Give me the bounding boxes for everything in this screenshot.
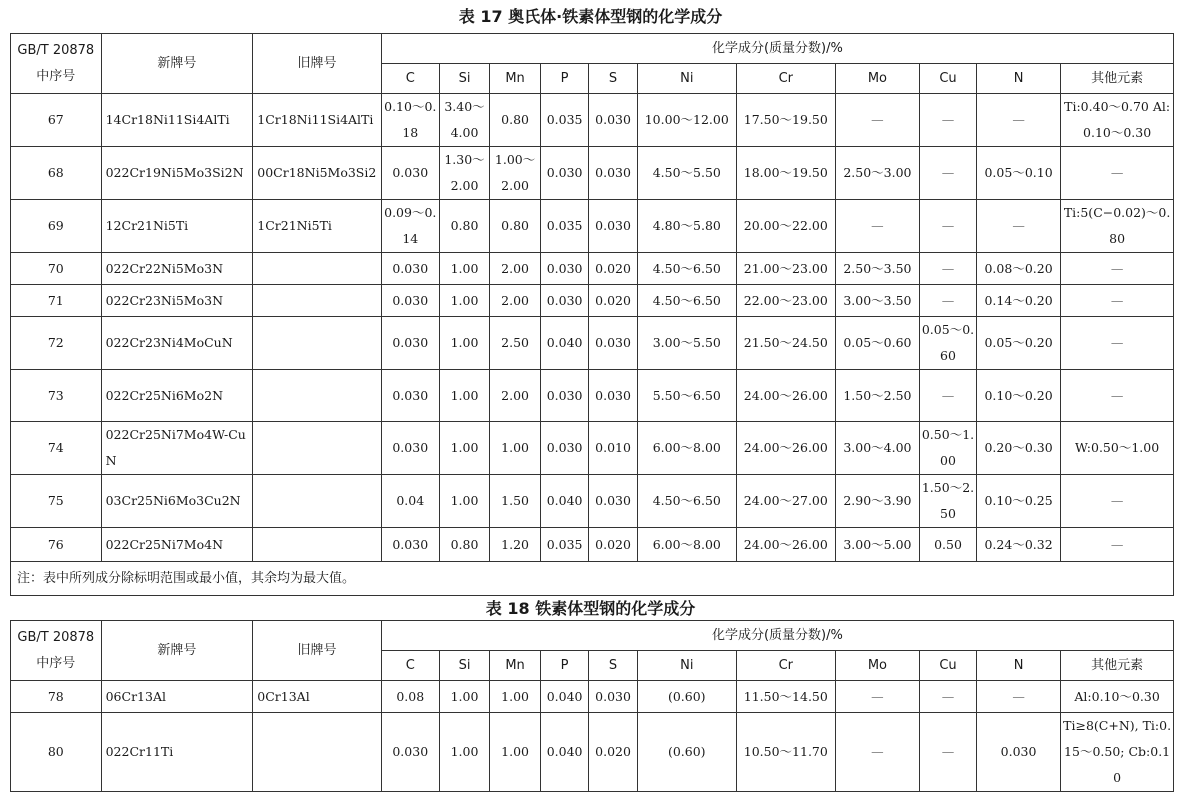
table-cell: 0.05～0.20 <box>976 317 1060 370</box>
table-row <box>11 253 1174 285</box>
table-cell: 73 <box>11 370 102 422</box>
table-cell: 12Cr21Ni5Ti <box>101 200 253 253</box>
table-cell: 24.00～26.00 <box>736 422 835 475</box>
header-element: N <box>976 64 1060 94</box>
table-cell: 0.030 <box>381 285 439 317</box>
table-cell: 4.50～5.50 <box>637 147 736 200</box>
table-cell: 67 <box>11 94 102 147</box>
table-cell: 0.040 <box>540 681 588 713</box>
table-cell: Ti≥8(C+N), Ti:0.15～0.50; Cb:0.10 <box>1061 713 1174 792</box>
table-18 <box>10 620 1174 792</box>
table-row <box>11 285 1174 317</box>
table-cell: 78 <box>11 681 102 713</box>
table-cell: — <box>920 94 977 147</box>
header-element: P <box>540 651 588 681</box>
header-element: Cu <box>920 64 977 94</box>
table-cell: — <box>976 200 1060 253</box>
table-cell: — <box>1061 475 1174 528</box>
table-cell: 0.040 <box>540 317 588 370</box>
table-cell: 0.50 <box>920 528 977 562</box>
table-row <box>11 475 1174 528</box>
table-cell: 14Cr18Ni11Si4AlTi <box>101 94 253 147</box>
header-element: Si <box>439 651 490 681</box>
table-cell: 0.030 <box>540 253 588 285</box>
table-row <box>11 147 1174 200</box>
table-cell: Ti:0.40～0.70 Al:0.10～0.30 <box>1061 94 1174 147</box>
table-cell: 0.50～1.00 <box>920 422 977 475</box>
table-cell: — <box>835 200 919 253</box>
header-element: Cr <box>736 64 835 94</box>
table-cell: 0.10～0.25 <box>976 475 1060 528</box>
table-cell: 20.00～22.00 <box>736 200 835 253</box>
header-element: Ni <box>637 64 736 94</box>
table-cell: 75 <box>11 475 102 528</box>
table-cell: 4.80～5.80 <box>637 200 736 253</box>
table-cell: 2.00 <box>490 285 541 317</box>
table-cell: 0.030 <box>589 200 637 253</box>
table-cell: 0.030 <box>589 370 637 422</box>
table-cell: 3.00～3.50 <box>835 285 919 317</box>
table-cell: — <box>1061 528 1174 562</box>
table-cell: 0.040 <box>540 713 588 792</box>
table-cell: 0.020 <box>589 285 637 317</box>
header-element: N <box>976 651 1060 681</box>
table-row <box>11 370 1174 422</box>
table-cell <box>253 253 382 285</box>
table-cell: 70 <box>11 253 102 285</box>
table-cell: 03Cr25Ni6Mo3Cu2N <box>101 475 253 528</box>
table-cell: 17.50～19.50 <box>736 94 835 147</box>
table-cell: 0.24～0.32 <box>976 528 1060 562</box>
table-cell: 0.05～0.60 <box>835 317 919 370</box>
header-chem: 化学成分(质量分数)/% <box>381 34 1173 64</box>
header-element: C <box>381 64 439 94</box>
header-new-grade: 新牌号 <box>101 621 253 681</box>
table-cell <box>253 317 382 370</box>
table-cell: 022Cr23Ni5Mo3N <box>101 285 253 317</box>
table-cell: 1.00 <box>439 681 490 713</box>
table-cell: — <box>920 147 977 200</box>
table-row <box>11 681 1174 713</box>
table-cell: 1.00 <box>490 422 541 475</box>
header-element: C <box>381 651 439 681</box>
table-cell: 3.00～4.00 <box>835 422 919 475</box>
table-cell: 24.00～27.00 <box>736 475 835 528</box>
table-cell: 0.030 <box>540 422 588 475</box>
table-cell: — <box>920 285 977 317</box>
table-cell: 2.90～3.90 <box>835 475 919 528</box>
table-cell: — <box>976 681 1060 713</box>
table-cell: 00Cr18Ni5Mo3Si2 <box>253 147 382 200</box>
table-cell: 0.04 <box>381 475 439 528</box>
table-cell: 5.50～6.50 <box>637 370 736 422</box>
table-cell: 0.030 <box>381 528 439 562</box>
header-element: S <box>589 651 637 681</box>
table-row <box>11 200 1174 253</box>
table-cell <box>253 475 382 528</box>
table-cell: 0.20～0.30 <box>976 422 1060 475</box>
header-element: Cr <box>736 651 835 681</box>
table-cell: 1.00 <box>439 370 490 422</box>
table-cell: 0.040 <box>540 475 588 528</box>
table-cell: — <box>835 681 919 713</box>
table-cell: 80 <box>11 713 102 792</box>
table-cell: 0.030 <box>381 422 439 475</box>
table-cell: 0.05～0.60 <box>920 317 977 370</box>
table-cell: 022Cr25Ni6Mo2N <box>101 370 253 422</box>
table-cell: — <box>1061 147 1174 200</box>
table-cell: — <box>835 94 919 147</box>
table-cell: 2.00 <box>490 253 541 285</box>
table-row <box>11 317 1174 370</box>
table-cell: 0.030 <box>540 285 588 317</box>
table-cell: 1.00 <box>439 475 490 528</box>
table-cell: 0.035 <box>540 200 588 253</box>
table-cell: 1.50～2.50 <box>920 475 977 528</box>
table-18-body <box>11 681 1174 792</box>
table-cell: 11.50～14.50 <box>736 681 835 713</box>
table-17-title: 表 17 奥氏体·铁素体型钢的化学成分 <box>458 7 723 26</box>
table-cell: 3.00～5.50 <box>637 317 736 370</box>
table-cell: 0.035 <box>540 528 588 562</box>
table-cell: 0.035 <box>540 94 588 147</box>
table-cell: — <box>1061 285 1174 317</box>
table-cell: 24.00～26.00 <box>736 370 835 422</box>
table-cell: 022Cr19Ni5Mo3Si2N <box>101 147 253 200</box>
table-row <box>11 713 1174 792</box>
table-cell: 0.10～0.20 <box>976 370 1060 422</box>
table-cell: 68 <box>11 147 102 200</box>
table-cell: 0.030 <box>589 681 637 713</box>
table-cell: — <box>920 200 977 253</box>
table-cell: 18.00～19.50 <box>736 147 835 200</box>
table-18-title: 表 18 铁素体型钢的化学成分 <box>485 599 696 618</box>
table-cell: 0.030 <box>381 713 439 792</box>
table-cell: 0.10～0.18 <box>381 94 439 147</box>
table-cell: 1.00 <box>439 713 490 792</box>
header-element: Mn <box>490 64 541 94</box>
table-cell <box>253 528 382 562</box>
table-cell: 022Cr11Ti <box>101 713 253 792</box>
header-old-grade: 旧牌号 <box>253 621 382 681</box>
header-element: Si <box>439 64 490 94</box>
table-cell: 0.030 <box>540 370 588 422</box>
table-cell: 0.030 <box>589 475 637 528</box>
header-gb: GB/T 20878 中序号 <box>11 621 102 681</box>
table-cell: — <box>920 370 977 422</box>
table-cell: Al:0.10～0.30 <box>1061 681 1174 713</box>
table-cell: — <box>1061 317 1174 370</box>
table-cell: 0.020 <box>589 528 637 562</box>
header-element: Mn <box>490 651 541 681</box>
table-cell: 022Cr22Ni5Mo3N <box>101 253 253 285</box>
table-cell: 0.030 <box>589 94 637 147</box>
header-element: P <box>540 64 588 94</box>
table-cell <box>253 422 382 475</box>
table-cell: 0.08～0.20 <box>976 253 1060 285</box>
table-cell: 06Cr13Al <box>101 681 253 713</box>
table-cell <box>253 370 382 422</box>
table-cell: 4.50～6.50 <box>637 253 736 285</box>
header-element: Ni <box>637 651 736 681</box>
table-cell: 0.80 <box>490 200 541 253</box>
table-cell: 6.00～8.00 <box>637 528 736 562</box>
table-cell: 24.00～26.00 <box>736 528 835 562</box>
table-cell: 1.00 <box>439 253 490 285</box>
table-cell: 0.05～0.10 <box>976 147 1060 200</box>
table-row <box>11 94 1174 147</box>
table-cell: 1.00 <box>439 317 490 370</box>
table-cell: 2.50 <box>490 317 541 370</box>
table-cell: 6.00～8.00 <box>637 422 736 475</box>
table-cell: 022Cr25Ni7Mo4W-CuN <box>101 422 253 475</box>
table-cell: 1Cr21Ni5Ti <box>253 200 382 253</box>
table-cell: 0.020 <box>589 713 637 792</box>
header-element: Mo <box>835 651 919 681</box>
table-cell: — <box>1061 253 1174 285</box>
table-17 <box>10 33 1174 596</box>
table-cell: 1.00 <box>439 285 490 317</box>
header-chem: 化学成分(质量分数)/% <box>381 621 1173 651</box>
table-cell: 0.14～0.20 <box>976 285 1060 317</box>
table-cell: — <box>920 681 977 713</box>
table-cell: 71 <box>11 285 102 317</box>
header-element: Cu <box>920 651 977 681</box>
table-cell: 0.030 <box>381 370 439 422</box>
table-cell: 4.50～6.50 <box>637 285 736 317</box>
header-gb: GB/T 20878 中序号 <box>11 34 102 94</box>
table-cell: 1.50 <box>490 475 541 528</box>
table-cell: (0.60) <box>637 681 736 713</box>
table-cell: 21.00～23.00 <box>736 253 835 285</box>
table-cell: 0.030 <box>589 147 637 200</box>
table-cell: 69 <box>11 200 102 253</box>
table-cell: 2.00 <box>490 370 541 422</box>
table-cell: 0.80 <box>439 200 490 253</box>
header-element: 其他元素 <box>1061 64 1174 94</box>
header-element: Mo <box>835 64 919 94</box>
table-cell: 1.00～2.00 <box>490 147 541 200</box>
table-cell: 0.020 <box>589 253 637 285</box>
table-cell: 0.08 <box>381 681 439 713</box>
header-element: S <box>589 64 637 94</box>
header-new-grade: 新牌号 <box>101 34 253 94</box>
table-cell: 0Cr13Al <box>253 681 382 713</box>
table-cell: 1Cr18Ni11Si4AlTi <box>253 94 382 147</box>
table-cell: 10.50～11.70 <box>736 713 835 792</box>
table-cell: 1.00 <box>490 681 541 713</box>
table-cell: 022Cr25Ni7Mo4N <box>101 528 253 562</box>
table-cell: 0.80 <box>490 94 541 147</box>
table-row <box>11 422 1174 475</box>
table-cell: 0.010 <box>589 422 637 475</box>
table-cell: 4.50～6.50 <box>637 475 736 528</box>
table-cell <box>253 285 382 317</box>
table-row <box>11 528 1174 562</box>
table-17-note: 注：表中所列成分除标明范围或最小值，其余均为最大值。 <box>11 562 1174 596</box>
table-cell: 0.030 <box>381 317 439 370</box>
table-cell: — <box>976 94 1060 147</box>
table-cell: 0.030 <box>589 317 637 370</box>
header-element: 其他元素 <box>1061 651 1174 681</box>
table-cell: 3.40～4.00 <box>439 94 490 147</box>
table-17-body <box>11 94 1174 562</box>
table-cell: 0.030 <box>976 713 1060 792</box>
table-cell: 72 <box>11 317 102 370</box>
table-cell: 022Cr23Ni4MoCuN <box>101 317 253 370</box>
table-cell: (0.60) <box>637 713 736 792</box>
table-cell: 0.80 <box>439 528 490 562</box>
table-cell: Ti:5(C−0.02)～0.80 <box>1061 200 1174 253</box>
table-cell: 1.00 <box>490 713 541 792</box>
table-cell: 1.00 <box>439 422 490 475</box>
table-cell: 0.030 <box>381 147 439 200</box>
table-cell: 21.50～24.50 <box>736 317 835 370</box>
table-cell: 0.09～0.14 <box>381 200 439 253</box>
table-cell: — <box>835 713 919 792</box>
table-cell: 1.50～2.50 <box>835 370 919 422</box>
header-old-grade: 旧牌号 <box>253 34 382 94</box>
table-cell <box>253 713 382 792</box>
table-cell: 10.00～12.00 <box>637 94 736 147</box>
table-cell: 2.50～3.00 <box>835 147 919 200</box>
table-cell: — <box>920 713 977 792</box>
table-cell: 3.00～5.00 <box>835 528 919 562</box>
table-cell: 74 <box>11 422 102 475</box>
table-cell: 22.00～23.00 <box>736 285 835 317</box>
table-cell: 76 <box>11 528 102 562</box>
table-cell: — <box>1061 370 1174 422</box>
table-cell: 2.50～3.50 <box>835 253 919 285</box>
table-cell: W:0.50～1.00 <box>1061 422 1174 475</box>
table-cell: 1.30～2.00 <box>439 147 490 200</box>
table-cell: 1.20 <box>490 528 541 562</box>
table-cell: 0.030 <box>540 147 588 200</box>
table-cell: 0.030 <box>381 253 439 285</box>
table-cell: — <box>920 253 977 285</box>
